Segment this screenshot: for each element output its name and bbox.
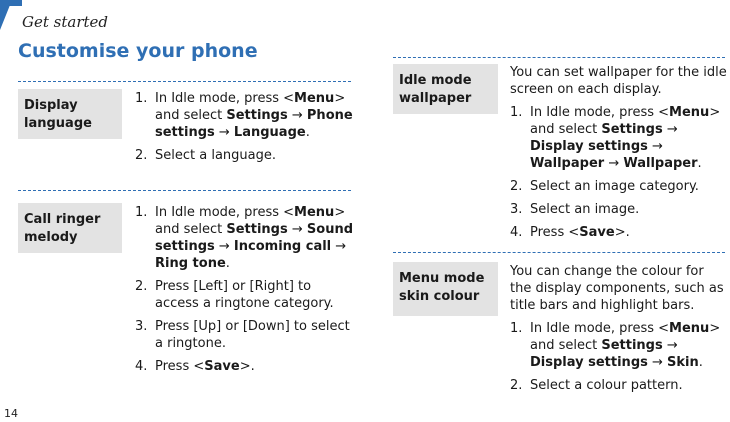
page-title: Customise your phone [18,40,258,62]
step-item [135,147,353,164]
step-item [510,377,728,394]
section-divider [18,190,351,191]
step-text: In Idle mode, press <Menu> and select Settings → Phone settings → Language. [155,91,353,140]
section-label-call-ringer: Call ringer melody [18,203,122,253]
step-item [135,204,353,272]
step-item [135,358,353,375]
step-item [510,104,728,172]
section-label-skin-colour: Menu mode skin colour [393,262,498,316]
display-language-steps [135,90,353,170]
step-text: In Idle mode, press <Menu> and select Settings → Display settings → Wallpaper → Wallpaper. [530,105,721,171]
step-number: 2. [510,179,523,194]
step-number: 1. [510,105,523,120]
call-ringer-steps [135,204,353,381]
step-number: 1. [135,205,148,220]
step-number: 2. [135,279,148,294]
step-item [510,224,728,241]
idle-wallpaper-content [510,64,728,247]
step-text: Select an image category. [530,179,699,194]
step-number: 4. [510,225,523,240]
section-intro: You can change the colour for the display components, such as title bars and highlight bars. [510,264,724,313]
section-label-idle-wallpaper: Idle mode wallpaper [393,64,498,114]
step-number: 3. [510,202,523,217]
step-text: Press <Save>. [530,225,630,240]
step-number: 3. [135,319,148,334]
running-header: Get started [22,13,109,31]
step-text: In Idle mode, press <Menu> and select Settings → Sound settings → Incoming call → Ring tone. [155,205,354,271]
section-divider [393,57,725,58]
step-item [135,278,353,312]
step-number: 1. [510,321,523,336]
step-text: Press <Save>. [155,359,255,374]
page-number: 14 [4,407,18,420]
section-divider [18,81,351,82]
section-intro: You can set wallpaper for the idle screen on each display. [510,65,727,97]
step-text: Select a colour pattern. [530,378,683,393]
section-divider [393,252,725,253]
step-item [510,201,728,218]
step-text: Select a language. [155,148,276,163]
section-label-display-language: Display language [18,89,122,139]
step-item [135,90,353,141]
skin-colour-content [510,263,728,400]
step-number: 2. [510,378,523,393]
step-text: Select an image. [530,202,640,217]
step-number: 4. [135,359,148,374]
step-number: 2. [135,148,148,163]
step-text: Press [Left] or [Right] to access a ringtone category. [155,279,334,311]
step-item [510,178,728,195]
step-number: 1. [135,91,148,106]
step-item [510,320,728,371]
step-text: In Idle mode, press <Menu> and select Settings → Display settings → Skin. [530,321,721,370]
corner-accent-bar [0,0,22,6]
step-item [135,318,353,352]
step-text: Press [Up] or [Down] to select a ringtone. [155,319,350,351]
